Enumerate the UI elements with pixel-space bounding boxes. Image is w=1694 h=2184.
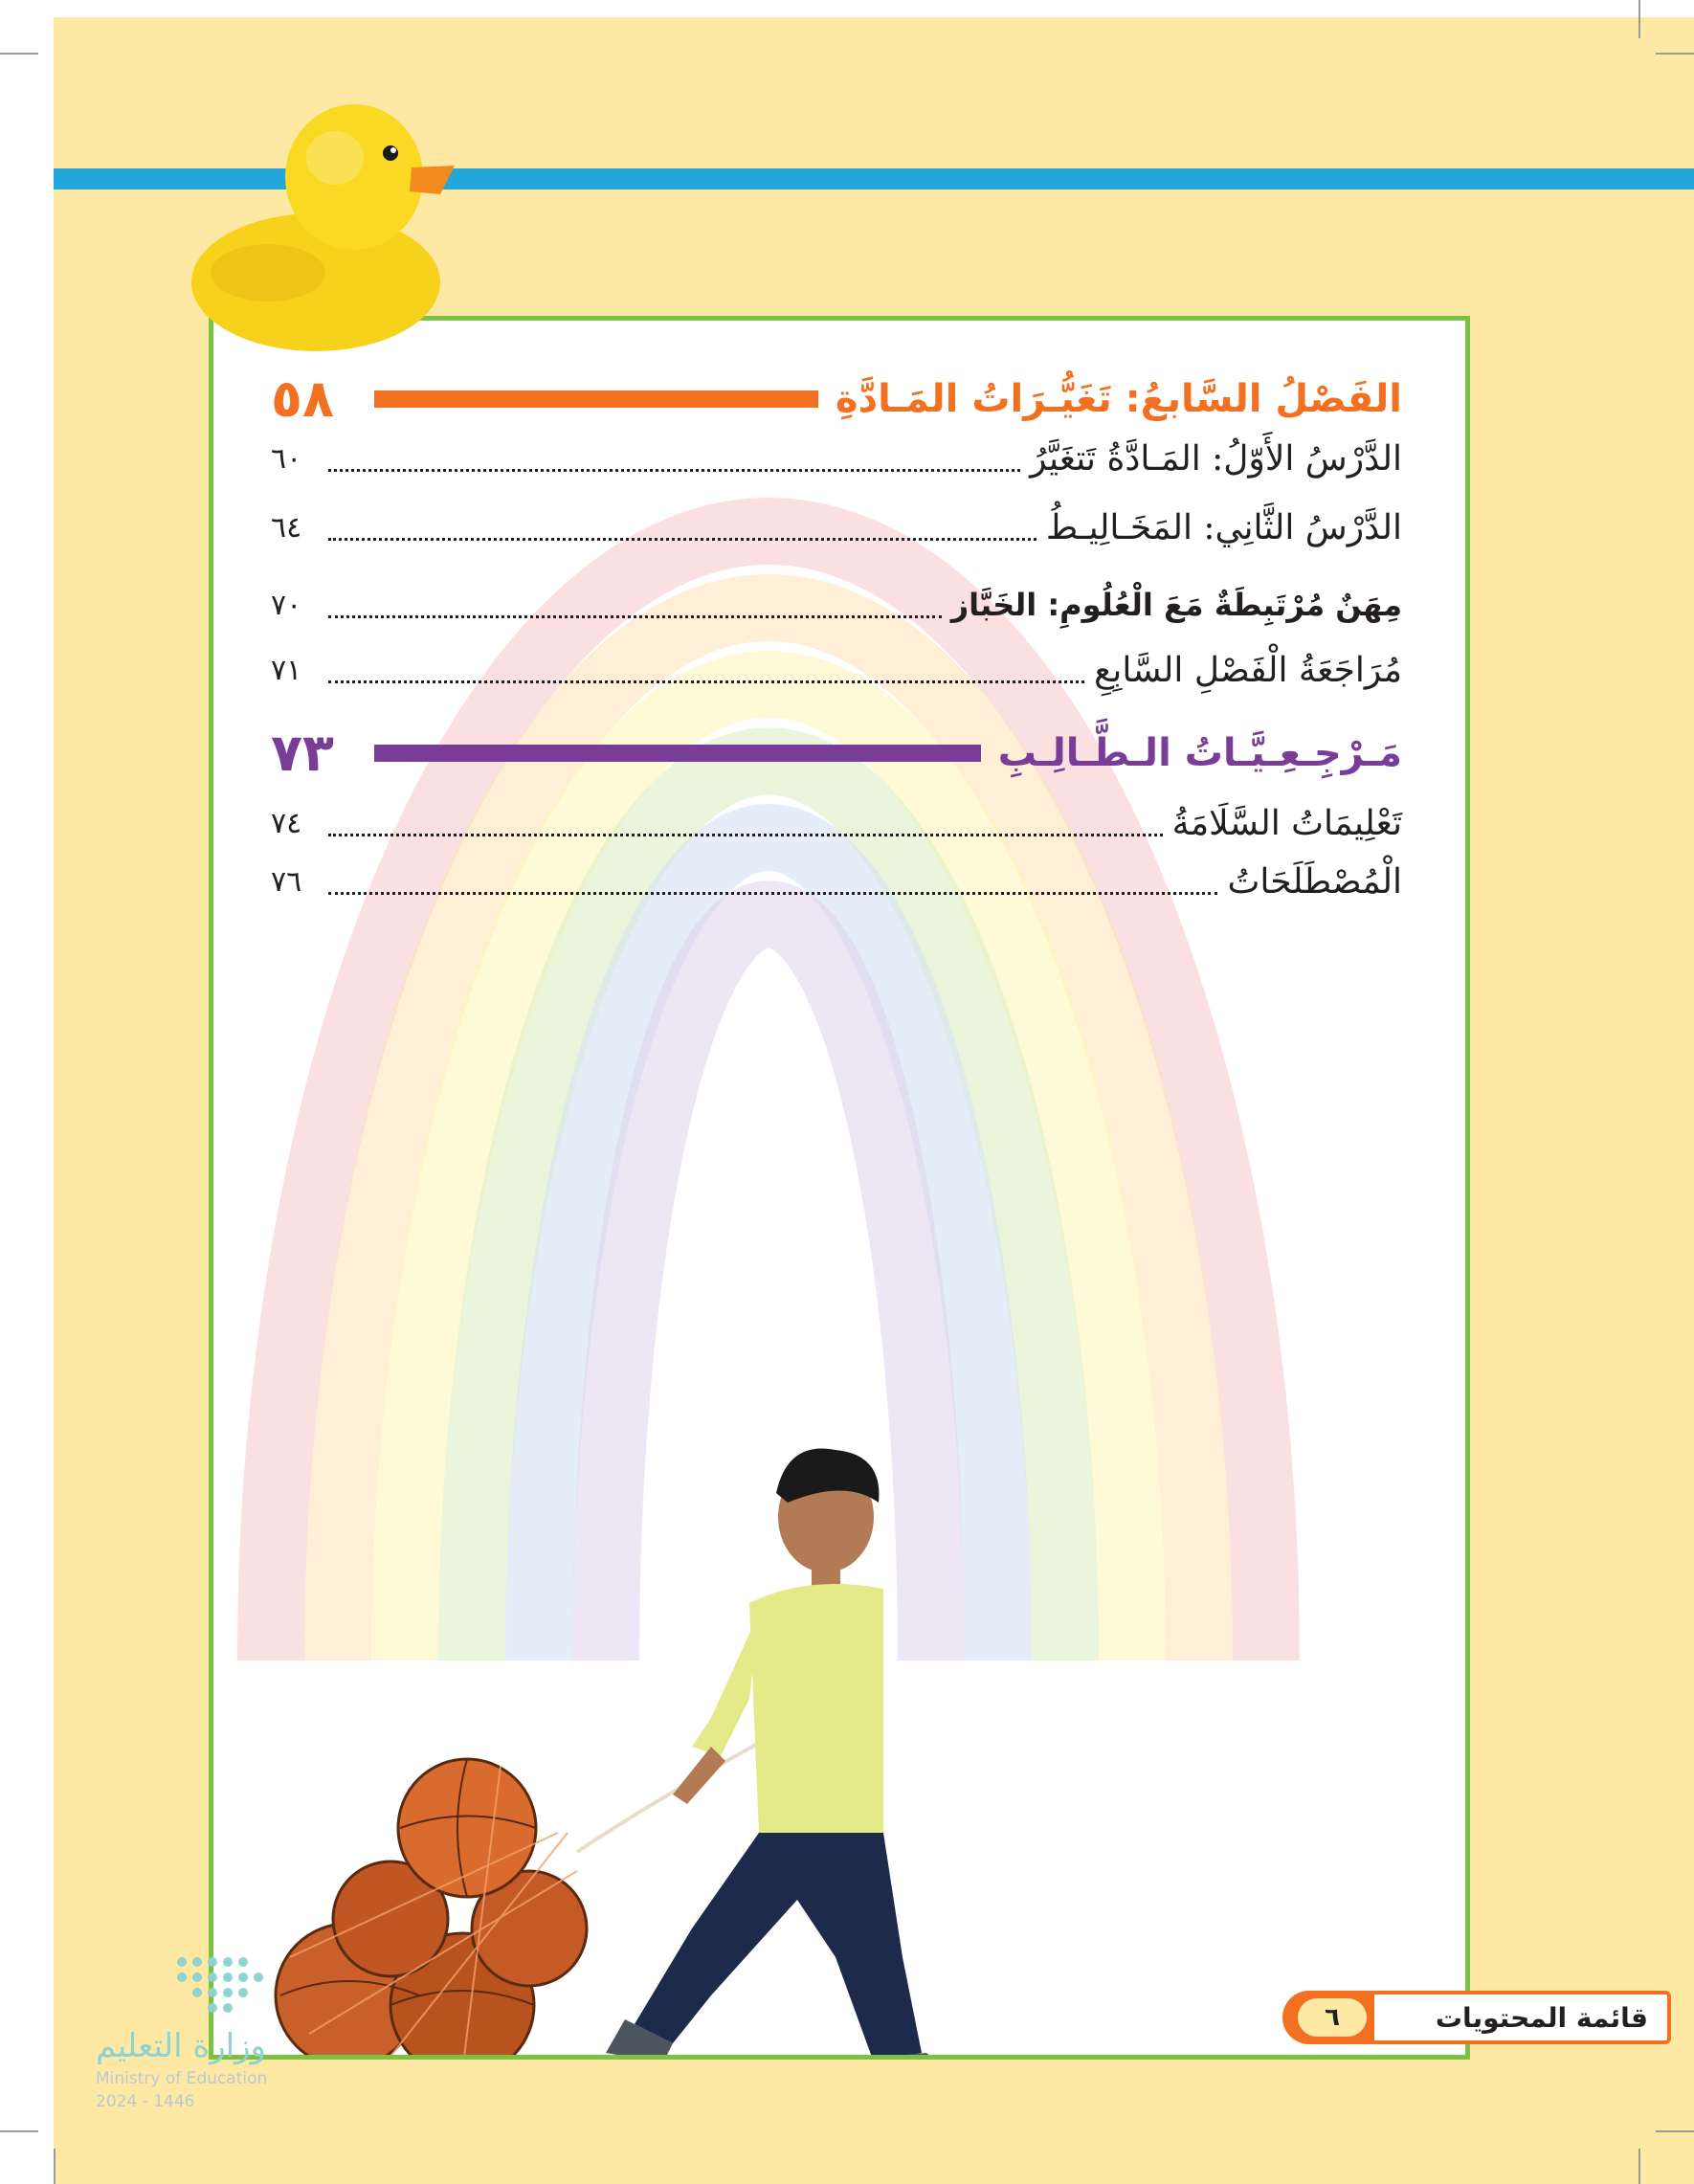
dot-leader — [328, 680, 1084, 683]
dot-leader — [328, 892, 1217, 895]
section-label-box — [1369, 1991, 1671, 2044]
crop-mark — [54, 2149, 56, 2184]
boy-with-basketballs-image — [213, 1297, 1465, 2060]
toc-row-lesson-1[interactable] — [271, 439, 1402, 479]
watermark-english: Ministry of Education — [96, 2069, 268, 2088]
contents-panel — [209, 316, 1470, 2060]
toc-row-page: ٧٠ — [271, 588, 302, 622]
dot-leader — [328, 469, 1020, 472]
chapter-title: الفَصْلُ السَّابعُ: تَغَيُّـرَاتُ المَـادَّةِ — [836, 376, 1402, 421]
chapter-bar — [374, 390, 818, 408]
toc-row-title: الْمُصْطَلَحَاتُ — [1227, 862, 1402, 902]
crop-mark — [0, 2130, 38, 2132]
dot-leader — [328, 834, 1163, 836]
crop-mark — [1656, 53, 1694, 55]
crop-mark — [1638, 0, 1640, 38]
table-of-contents — [213, 321, 1465, 1278]
crop-mark — [1638, 2149, 1640, 2184]
toc-row-page: ٧٦ — [271, 865, 302, 899]
toc-row-page: ٧١ — [271, 654, 302, 687]
toc-row-review[interactable] — [271, 651, 1402, 690]
page-number: ٦ — [1298, 1998, 1367, 2037]
references-title: مَـرْجِـعِـيَّـاتُ الـطَّـالِـبِ — [997, 730, 1402, 775]
toc-row-title: مُرَاجَعَةُ الْفَصْلِ السَّابِعِ — [1094, 651, 1402, 690]
watermark-arabic: وزارة التعليم — [96, 2027, 266, 2065]
chapter-page: ٥٨ — [271, 368, 334, 429]
references-page: ٧٣ — [271, 723, 334, 783]
toc-row-title: الدَّرْسُ الأَوّلُ: المَـادَّةُ تَتغَيَّرُ — [1030, 439, 1402, 479]
toc-row-title: تَعْلِيمَاتُ السَّلَامَةُ — [1171, 804, 1402, 843]
watermark-year: 2024 - 1446 — [96, 2092, 195, 2111]
toc-row-safety[interactable] — [271, 804, 1402, 843]
dot-leader — [328, 615, 942, 618]
crop-mark — [0, 53, 38, 55]
page-number-badge — [1282, 1991, 1374, 2044]
page-footer-tab — [1282, 1991, 1675, 2048]
references-bar — [374, 745, 981, 762]
toc-row-page: ٧٤ — [271, 807, 302, 840]
crop-mark — [1656, 2130, 1694, 2132]
chapter-heading-row[interactable] — [271, 368, 1402, 429]
dot-leader — [328, 538, 1036, 541]
toc-row-lesson-2[interactable] — [271, 508, 1402, 547]
toc-row-page: ٦٠ — [271, 442, 302, 476]
toc-row-page: ٦٤ — [271, 511, 302, 545]
toc-row-glossary[interactable] — [271, 862, 1402, 902]
toc-row-careers[interactable] — [271, 587, 1402, 623]
references-heading-row[interactable] — [271, 723, 1402, 783]
section-label: قائمة المحتويات — [1435, 2002, 1648, 2034]
ministry-watermark — [96, 1952, 287, 2125]
toc-row-title: الدَّرْسُ الثَّانِي: المَخَـالِيـطُ — [1045, 508, 1402, 547]
ministry-logo-dots-icon — [172, 1952, 278, 2019]
rubber-duck-image — [182, 91, 459, 359]
toc-row-title: مِهَنٌ مُرْتَبِطَةٌ مَعَ الْعُلُومِ: الخَبَّاز — [950, 587, 1402, 623]
